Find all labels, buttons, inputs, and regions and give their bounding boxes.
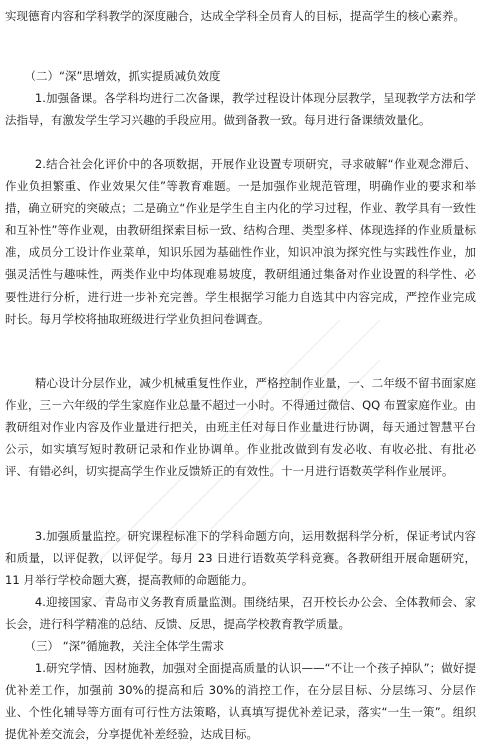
- paragraph-homework-research: 2.结合社会化评价中的各项数据，开展作业设置专项研究，寻求破解“作业观念滞后、作业负担繁重、作业效果欠佳”等教育难题。一是加强作业规范管理，明确作业的要求和举措，确立研究的突破点；二是确立“作业是学生自主内化的学习过程，作业、教学具有一致性和互补性”等作业观，由教研组探索目标一致、结构合理、类型多样、体现选择的作业质量标准，成员分工设计作业菜单，知识乐园为基础性作业，知识冲浪为探究性与实践性作业，加强灵活性与趣味性，两类作业中均体现难易坡度，教研组通过集备对作业设置的科学性、必要性进行分析，进行进一步补充完善。学生根据学习能力自选其中内容完成，严控作业完成时长。每月学校将抽取班级进行学业负担问卷调查。: [5, 157, 476, 326]
- paragraph-quality-inspection: 4.迎接国家、青岛市义务教育质量监测。围绕结果，召开校长办公会、全体教师会、家长会，进行科学精准的总结、反馈、反思，提高学校教育教学质量。: [5, 595, 476, 632]
- section-heading-2: （二）“深”思增效，抓实提质减负效度: [24, 69, 221, 83]
- paragraph-lesson-prep: 1.加强备课。各学科均进行二次备课，教学过程设计体现分层教学，呈现教学方法和学法指导，有激发学生学习兴趣的手段应用。做到备教一致。每月进行备课绩效量化。: [5, 91, 476, 128]
- paragraph-quality-monitoring: 3.加强质量监控。研究课程标准下的学科命题方向，运用数据科学分析，保证考试内容和质量，以评促教，以评促学。每月 23 日进行语数英学科竞赛。各教研组开展命题研究，11 月举行学校命题大赛，提高教师的命题能力。: [5, 529, 476, 588]
- section-heading-3: （三） “深”循施教，关注全体学生需求: [24, 639, 225, 653]
- paragraph-continuation: 实现德育内容和学科教学的深度融合，达成全学科全员育人的目标，提高学生的核心素养。: [5, 9, 465, 23]
- paragraph-student-needs: 1.研究学情、因材施教，加强对全面提高质量的认识——“不让一个孩子掉队”；做好提优补差工作，加强前 30%的提高和后 30%的消控工作，在分层目标、分层练习、分层作业、个性化辅导等方面有可行性方法策略，认真填写提优补差记录，落实“一生一策”。组织提优补差交流会，分享提优补差经验，达成目标。: [5, 661, 476, 742]
- paragraph-layered-homework: 精心设计分层作业，减少机械重复性作业，严格控制作业量，一、二年级不留书面家庭作业，三－六年级的学生家庭作业总量不超过一小时。不得通过微信、QQ 布置家庭作业。由教研组对作业内容及作业量进行把关，由班主任对每日作业量进行协调，每天通过智慧平台公示，如实填写短时教研记录和作业协调单。作业批改做到有发必收、有收必批、有批必评、有错必纠，切实提高学生作业反馈矫正的有效性。十一月进行语数英学科作业展评。: [5, 376, 476, 479]
